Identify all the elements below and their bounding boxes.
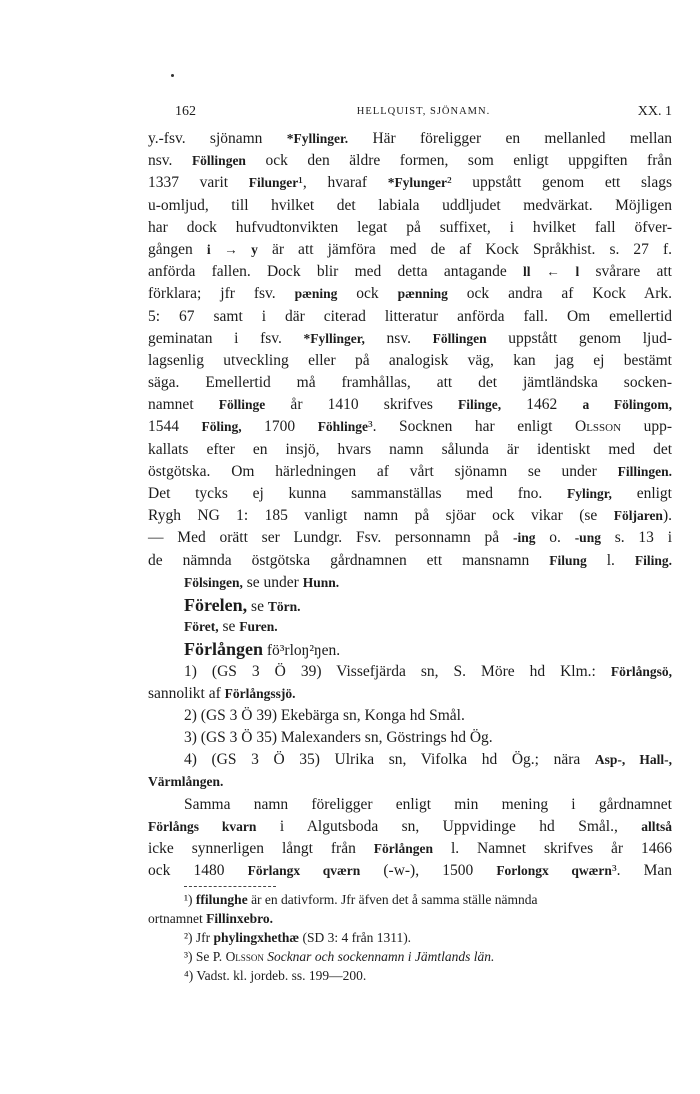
entry-förelen: Förelen, se Törn.	[184, 594, 301, 615]
page-number: 162	[175, 104, 196, 119]
entry-förlången: Förlången fö³rloŋ²ŋen.	[184, 639, 341, 660]
entry-föret: Föret, se Furen.	[184, 618, 278, 636]
text-line: y.-fsv. sjönamn *Fyllinger. Här föreligger en mellanled mellan	[148, 130, 673, 147]
text-line: icke synnerligen långt från Förlången l. Namnet skrifves år 1466	[148, 840, 672, 857]
text-line: säga. Emellertid må framhållas, att det jämtländska socken-	[148, 374, 672, 392]
footnote-4: ⁴) Vadst. kl. jordeb. ss. 199—200.	[184, 968, 367, 984]
text-line: namnet Föllinge år 1410 skrifves Filinge, 1462 a Fölingom,	[148, 396, 672, 414]
section-number: XX. 1	[637, 104, 672, 119]
text-line: nsv. Föllingen ock den äldre formen, som enligt uppgiften från	[148, 152, 672, 170]
text-line: geminatan i fsv. *Fyllinger, nsv. Föllingen uppstått genom ljud-	[148, 329, 672, 347]
text-line: anförda fallen. Dock blir med detta antagande ll ← l svårare att	[148, 263, 672, 281]
text-line: Rygh NG 1: 185 vanligt namn på sjöar ock vikar (se Följaren).	[148, 507, 672, 525]
text-line: östgötska. Om härledningen af vårt sjönamn se under Fillingen.	[148, 462, 672, 480]
text-line: sannolikt af Förlångssjö.	[148, 684, 296, 702]
footnote-rule	[184, 886, 276, 888]
page-body	[148, 128, 672, 985]
text-line: 5: 67 samt i där citerad litteratur anförda fall. Om emellertid	[148, 307, 672, 325]
text-line: förklara; jfr fsv. pæning ock pænning ock andra af Kock Ark.	[148, 285, 672, 303]
footnote-2: ²) Jfr phylingxhethæ (SD 3: 4 från 1311).	[184, 930, 412, 946]
running-header	[175, 104, 672, 126]
entry-fölsingen: Fölsingen, se under Hunn.	[184, 573, 340, 591]
text-line: kallats efter en insjö, hvars namn sålunda är identiskt med det	[148, 440, 672, 458]
text-line: — Med orätt ser Lundgr. Fsv. personnamn på -ing o. -ung s. 13 i	[148, 529, 673, 547]
text-line: de nämnda östgötska gårdnamnen ett mansnamn Filung l. Filing.	[148, 551, 672, 569]
text-line: gången i → y är att jämföra med de af Kock Språkhist. s. 27 f.	[148, 240, 672, 258]
text-line: 1544 Föling, 1700 Föhlinge³. Socknen har enligt Olsson upp-	[148, 418, 672, 436]
text-line: 1) (GS 3 Ö 39) Vissefjärda sn, S. Möre hd Klm.: Förlångsö,	[184, 662, 672, 680]
footnote-1-cont: ortnamnet Fillinxebro.	[148, 911, 273, 927]
footnote-1: ¹) ffilunghe är en dativform. Jfr äfven det å samma ställe nämnda	[184, 892, 538, 908]
running-title: HELLQUIST, SJÖNAMN.	[356, 106, 491, 117]
text-line: Det tycks ej kunna sammanställas med fno. Fylingr, enligt	[148, 485, 672, 502]
print-speck	[171, 74, 174, 77]
footnote-3: ³) Se P. Olsson Socknar och sockennamn i Jämtlands län.	[184, 949, 495, 965]
text-line: har dock hufvudtonvikten legat på suffixet, i hvilket fall öfver-	[148, 218, 672, 236]
text-line: ock 1480 Förlangx qværn (-w-), 1500 Forlongx qwærn³. Man	[148, 862, 672, 880]
text-line: 3) (GS 3 Ö 35) Malexanders sn, Göstrings hd Ög.	[184, 729, 493, 747]
text-line: u-omljud, till hvilket det labiala uddljudet medvärkat. Möjligen	[148, 196, 672, 214]
text-line: lagsenlig utveckling eller på analogisk väg, kan jag ej bestämt	[148, 351, 672, 369]
text-line: Förlångs kvarn i Algutsboda sn, Uppvidinge hd Smål., alltså	[148, 817, 673, 835]
text-line: 4) (GS 3 Ö 35) Ulrika sn, Vifolka hd Ög.; nära Asp-, Hall-,	[184, 751, 672, 769]
text-line: 2) (GS 3 Ö 39) Ekebärga sn, Konga hd Smål.	[184, 706, 465, 724]
text-line: Samma namn föreligger enligt min mening i gårdnamnet	[184, 795, 672, 813]
text-line: Värmlången.	[148, 774, 224, 790]
text-line: 1337 varit Filunger¹, hvaraf *Fylunger² uppstått genom ett slags	[148, 174, 673, 192]
